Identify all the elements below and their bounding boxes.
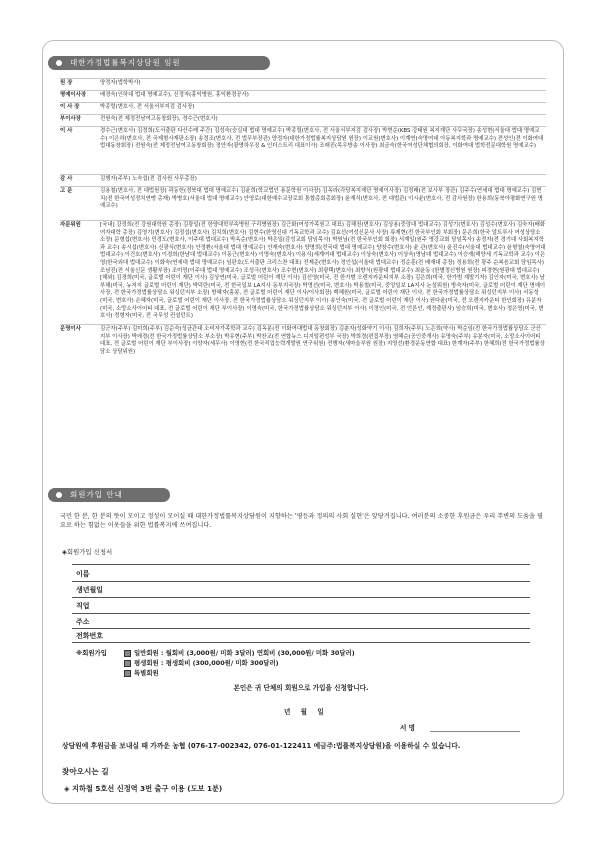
officer-names: 양정자(법학박사)	[100, 80, 141, 86]
signature-field[interactable]	[430, 731, 520, 732]
row-divider	[60, 220, 546, 221]
directions-text: ◈ 지하철 5호선 신정역 3번 출구 이용 (도보 1분)	[64, 784, 223, 793]
name-field[interactable]	[72, 581, 530, 582]
officer-names: 김행자(주부) 노숙섭(전 검사원 사무총장)	[100, 176, 197, 182]
membership-title-text: 회원가입 안내	[70, 490, 123, 499]
pledge-text: 본인은 귀 단체의 회원으로 가입을 신청합니다.	[233, 684, 369, 692]
bullet-icon	[56, 492, 62, 498]
officer-role-label: 고 문	[60, 188, 73, 194]
checkbox-icon[interactable]	[124, 660, 131, 667]
birthdate-field-label: 생년월일	[76, 586, 104, 594]
option-special[interactable]	[124, 668, 159, 677]
officer-role-label: 원 장	[60, 80, 73, 86]
membership-section-title	[48, 488, 170, 502]
officers-title-text: 대한가정법률복지상담원 임원	[70, 58, 181, 67]
option-general[interactable]	[124, 648, 355, 657]
directions-title: 찾아오시는 길	[62, 767, 109, 776]
officer-names: 경수근(변호사) 김정희(도서출판 다산수레 주간) 김성숙(숭실대 법대 명예교수) 박종렬(변호사, 전 서울서부지검 검사장) 박현순(KBS 강태원 복지재단 사무국장) 송성현(서울대 법대 명예교수) 이은하(변호사, 전 국제형사재판소장) 송정조(변호사, 전 법무부장관) 양정자(대한가정법률복지상담원 원장) 이교원(변호사) 이계연(숙명여대 아동복지학과 명예교수) 전성인(전 이화여대법대동창회장) 전원숙(전 제정전남여고동창회장) 정안자(광명하우징 & 인더스트리 대표이사) 조래진(목우방송 이사장) 최금숙(한국여성단체협의회장, 이화여대 법학전문대학원 명예교수)	[100, 128, 544, 150]
signature-label: 서 명	[400, 724, 416, 732]
row-divider	[60, 126, 546, 127]
address-field-label: 주소	[76, 618, 90, 626]
row-divider	[60, 90, 546, 91]
officer-names: 배경숙(인하대 법대 명예교수), 신정자(홍익병원, 홍익환경공사)	[100, 92, 249, 98]
officer-names: 김용철(변호사, 전 대법원장) 곽동헌(경북대 법대 명예교수) 김윤희(학교법인 용문학원 이사장) 김옥라(각당복지재단 명예이사장) 김정래(전 보사부 장관) 김주수(연세대 법대 명예교수) 김현치(전 한국여성정치연맹 총재) 박병호(서울대 법대 명예교수) 안영로(대한예수교장로회 통합총회총회장) 윤재식(변호사, 전 대법관) 이시윤(변호사, 전 감사원장) 한용희(동북아평화연구원 명예교수)	[100, 188, 543, 210]
row-divider	[60, 78, 546, 79]
row-divider	[60, 102, 546, 103]
officer-names: 전원숙(전 제정전남여고동창회장), 경수근(변호사)	[100, 116, 218, 122]
membership-type-label: ※회원가입	[76, 649, 107, 657]
form-line	[72, 564, 530, 565]
officer-names: 김군자(주부) 김미희(주부) 김순숙(성균관대 소비자가족학과 교수) 김옥분(전 이화여대법대 동창회장) 김춘자(성화약기 이사) 김희자(주부) 노은희(약사) 박순임(전 한국가정법률상담소 군산지부 이사장) 박애경(전 한국가정법률상담소 부소장) 박유현(주부) 박찬교(전 연합뉴스 디지털편성부 국장) 박희경(편집부장) 염혜순(공인중개사) 유명숙(주부) 유분자(미국, 소망소사이어티 대표, 전 글로벌 어린이 재단 부이사장) 이양자(세무사) 이영현(전 한국직업능력개발원 연구위원) 전행자(새마을부원 원장) 지영선(환경운동연합 대표) 한계자(주부) 한혜희(전 한국가정법률상담소 상담위원)	[100, 326, 545, 355]
job-field[interactable]	[72, 613, 530, 614]
officer-role-label: 이 사 장	[60, 104, 80, 110]
option-lifetime-text: 평생회원 : 평생회비 (300,000원/ 미화 300달러)	[134, 659, 279, 667]
bullet-icon	[56, 60, 62, 66]
birthdate-field[interactable]	[72, 597, 530, 598]
officer-role-label: 감 사	[60, 176, 73, 182]
membership-intro: 국민 한 분, 한 분의 뜻이 모이고 정성이 모이실 때 대한가정법률복지상담원이 지향하는 '평등과 정의의 사회 실현'은 앞당겨집니다. 여러분의 소중한 후원금은 우리 주변의 도움을 필요로 하는 힘없는 이웃들을 위한 법률복지에 쓰여집니다.	[60, 513, 543, 529]
officer-role-label: 운영이사	[60, 326, 81, 332]
name-field-label: 이름	[76, 570, 90, 578]
option-special-text: 특별회원	[134, 669, 159, 677]
date-field[interactable]: 년 월 일	[284, 708, 324, 716]
form-heading: ◈회원가입 신청서	[62, 548, 113, 556]
row-divider	[60, 186, 546, 187]
row-divider	[60, 324, 546, 325]
option-lifetime[interactable]	[124, 658, 279, 667]
officer-role-label: 이 사	[60, 128, 73, 134]
officer-role-label: 자문위원	[60, 222, 81, 228]
job-field-label: 직업	[76, 602, 90, 610]
officer-role-label: 명예이사장	[60, 92, 87, 98]
address-field[interactable]	[72, 628, 530, 629]
option-general-text: 일반회원 : 월회비 (3,000원/ 미화 3달러) 연회비 (30,000원/ 미화 30달러)	[134, 649, 355, 657]
officer-names: [국내] 강정희(전 강원대학원 총장) 김광일(전 한양대학부속병원 구리병원장) 김근화(여성가족원고 대표) 김해천(변호사) 김상용(중앙대 법대교수) 김성기(변호사) 김성수(변호사) 김숙자(배화여자대학 총장) 김영기(변호사) 김정섭(변호사) 김치희(변호사) 김현수(한영신대 기독교학과 교수) 김효선(여성신문사 사장) 류제현(전 한국부인회 부회장) 문은희(한국 알트루사 여성상담소 소장) 문형섭(변호사) 민경도(변호사, 이주대 법대교수) 박옥순(변호사) 박은일(감성교회 담임목사) 박원님(전 한국부인회 회장) 서재일(원주 명강교회 담임목사) 송정자(전 경기대 사회복지학과 교수) 송시섭(변호사) 신광식(변호사) 안정환(서울대 법대 명예교수) 안재숙(변호사) 양명희(전국대 법대 명예교수) 양창수(변호사) 윤 관(변호사) 윤진수(서울대 법대교수) 윤형열(숙명여대 법대교수) 이건호(변호사) 이경희(한남대 법대교수) 이동근(변호사) 이명숙(변호사) 이용식(세계여대 법대교수) 이상숙(변호사) 이상욱(영남대 법대교수) 이승재(해양세 기독교학과 교수) 이은영(한국외대 법대교수) 이화숙(연세대 법대 명예교수) 임판호(도서출판 크리스찬 대표) 전제준(변호사) 정인섭(서울대 법대교수) 정순훈(전 배재대 총장) 정용희(전 광주 순복음교회 담임목사) 조남진(전 서울신문 생활부장) 조미영(이주대 법대 명예교수) 조성극(변호사) 조수현(변호사) 최광택(변호사) 최향식(원광대 법대교수) 최윤동 (한별정신병원 원장) 피경현(원광대 법대교수) [해외] 김경희(미국, 글로벌 어린이 재단 이사) 김상연(미국, 글로벌 어린이 재단 이사) 김선영(미국, 전 한가범 오렌지카운티지부 소장) 김은희(미국, 한가범 재발기자) 김인자(미국, 변호사) 남부해(미국, 뉴저지 글로벌 어린이 재단) 박덕란(미국, 전 한국일보 LA지사 동부지국장) 박영선(미국, 변호사) 박용철(미국, 중앙일보 LA지사 논설위원) 방숙자(미국, 글로벌 어린이 재단 명예이사장, 전 한국가정법률상담소 워싱턴지부 소장) 방혜자(홍콩, 전 글로벌 어린이 재단 이사/이사회장) 백혜원(미국, 글로벌 어린이 재단 이사, 전 한국가정법률상담소 워싱턴지부 이사) 서동성(미국, 변호사) 손혜자(미국, 글로벌 어린이 재단 이사장, 전 한국가정법률상담소 워싱턴지부 이사) 송인숙(미국, 전 글로벌 어린이 재단 이사) 원다윤(미국, 전 오렌지카운티 한인회장) 유분자(미국, 소망소사이어티 대표, 전 글로벌 어린이 재단 부이사장) 이명숙(미국, 한국가정법률상담소 워싱턴지부 이사) 이정인(미국, 전 언론인, 재정출판사) 임승희(미국, 변호사) 정은영(미국, 변호사) 정형자(미국, 전 국무성 컨설턴트)	[100, 222, 546, 320]
officer-role-label: 부이사장	[60, 116, 81, 122]
row-divider	[60, 114, 546, 115]
checkbox-icon[interactable]	[124, 670, 131, 677]
membership-form	[72, 564, 530, 730]
donation-account-info: 상담원에 후원금을 보내실 때 가까운 농협 (076-17-002342, 076-01-122411 예금주:법률복지상담원)을 이용하실 수 있습니다.	[62, 742, 461, 750]
officers-section-title	[48, 56, 270, 70]
checkbox-icon[interactable]	[124, 650, 131, 657]
officer-names: 박종렬(변호사, 전 서울서부지검 검사장)	[100, 104, 195, 110]
phone-field[interactable]	[72, 642, 530, 643]
phone-field-label: 전화번호	[76, 632, 104, 640]
row-divider	[60, 174, 546, 175]
